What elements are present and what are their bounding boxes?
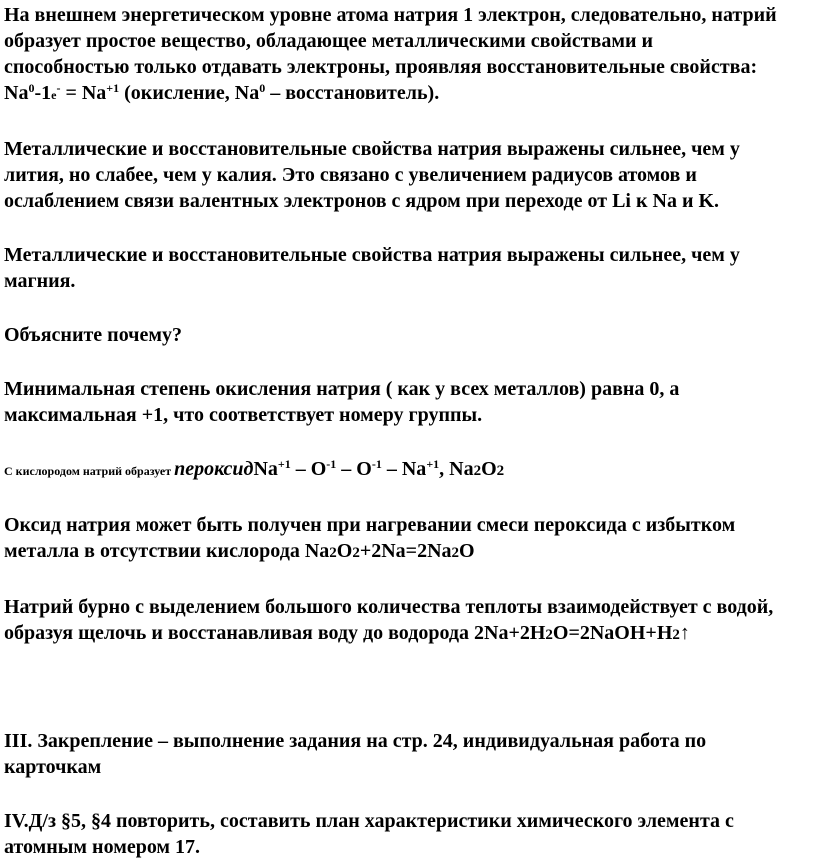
text-line: способностью только отдавать электроны, проявляя восстановительные свойства: <box>4 56 758 78</box>
text-line: На внешнем энергетическом уровне атома натрия 1 электрон, следовательно, натрий <box>4 4 777 26</box>
text-line: ослаблением связи валентных электронов с ядром при переходе от Li к Na и K. <box>4 190 720 212</box>
peroxide-formula-line: С кислородом натрий образует пероксидNa$^{+1}$ – $O^{-1} - O^{-1} - Na^{+1}$, Na2O2 <box>4 457 505 480</box>
paragraph-sodium-water <box>4 594 816 648</box>
paragraph-metallic-comparison-li-k <box>4 136 816 214</box>
text-line: Объясните почему? <box>4 324 182 346</box>
text-line: Натрий бурно с выделением большого количества теплоты взаимодействует с водой, <box>4 596 774 618</box>
paragraph-homework <box>4 808 816 860</box>
text-line: образует простое вещество, обладающее металлическими свойствами и <box>4 30 654 52</box>
water-equation-line: образуя щелочь и восстанавливая воду до водорода 2Na+2H2O=2NaOH+H2↑ <box>4 622 690 644</box>
paragraph-metallic-comparison-mg <box>4 242 816 294</box>
text-line: карточкам <box>4 756 102 778</box>
text-line: Металлические и восстановительные свойства натрия выражены сильнее, чем у <box>4 138 740 160</box>
text-line: IV.Д/з §5, §4 повторить, составить план характеристики химического элемента с <box>4 810 734 832</box>
text-line: максимальная +1, что соответствует номеру группы. <box>4 404 483 426</box>
paragraph-peroxide <box>4 456 816 484</box>
text-line: лития, но слабее, чем у калия. Это связано с увеличением радиусов атомов и <box>4 164 697 186</box>
text-line: магния. <box>4 270 76 292</box>
text-line: атомным номером 17. <box>4 836 201 858</box>
text-line: III. Закрепление – выполнение задания на стр. 24, индивидуальная работа по <box>4 730 707 752</box>
paragraph-sodium-electron <box>4 2 816 108</box>
paragraph-question <box>4 322 816 348</box>
oxide-equation-line: металла в отсутствии кислорода Na2O2+2Na=2Na2O <box>4 540 475 562</box>
text-line: Минимальная степень окисления натрия ( как у всех металлов) равна 0, а <box>4 378 680 400</box>
text-line: Металлические и восстановительные свойства натрия выражены сильнее, чем у <box>4 244 740 266</box>
paragraph-consolidation <box>4 728 816 780</box>
paragraph-oxidation-states <box>4 376 816 428</box>
oxidation-equation: $Na^0-1e^- = Na^{+1}$ (окисление, Na$^0$ – восстановитель). <box>4 81 440 104</box>
paragraph-sodium-oxide <box>4 512 816 566</box>
text-line: Оксид натрия может быть получен при нагревании смеси пероксида с избытком <box>4 514 736 536</box>
